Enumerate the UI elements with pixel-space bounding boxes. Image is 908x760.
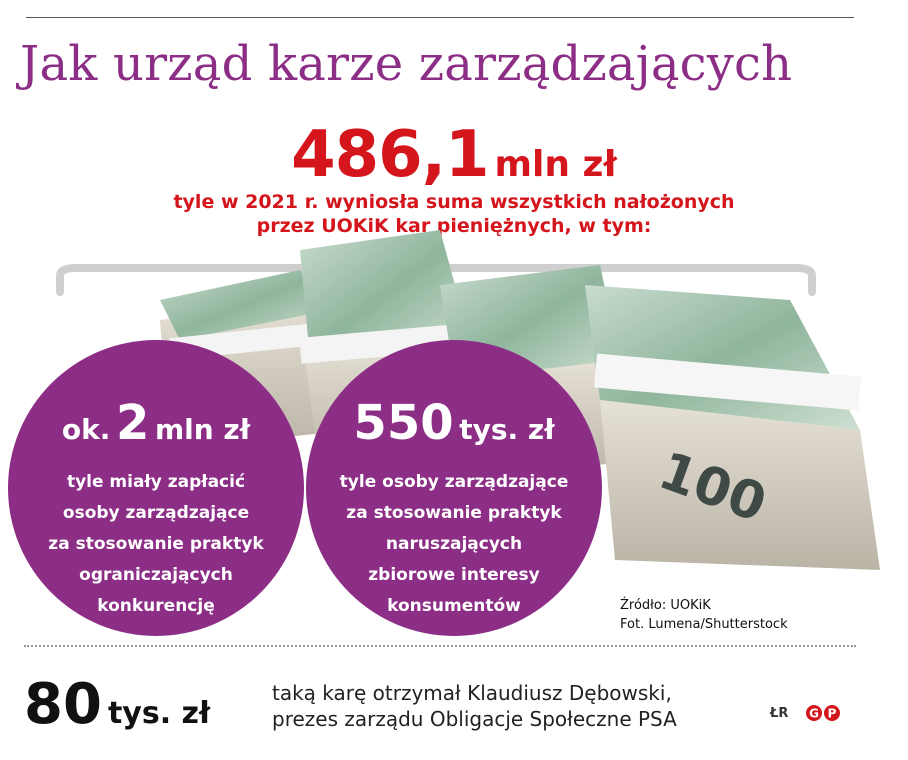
fine-value: 2 — [115, 395, 150, 451]
footer-description-line-2: prezes zarządu Obligacje Społeczne PSA — [272, 707, 677, 731]
fine-prefix: ok. — [61, 413, 111, 446]
credits — [620, 596, 788, 634]
footer-unit: tys. zł — [107, 696, 211, 731]
headline-description-line-1: tyle w 2021 r. wyniosła suma wszystkich nałożonych — [173, 191, 735, 213]
page-title: Jak urząd karze zarządzających — [20, 36, 793, 92]
fine-description-line: tyle osoby zarządzające — [339, 472, 569, 492]
fine-description — [306, 467, 602, 622]
fine-circle-consumers — [306, 340, 602, 636]
footer-value: 80 — [24, 672, 102, 737]
fine-amount — [306, 395, 602, 459]
fine-circle-competition — [8, 340, 304, 636]
fine-description-line: za stosowanie praktyk — [48, 534, 264, 554]
fine-description-line: ograniczających — [79, 565, 233, 585]
fine-description-line: tyle miały zapłacić — [66, 472, 246, 492]
author-signature: ŁR — [770, 706, 789, 721]
publisher-logo-icon — [805, 704, 857, 722]
headline-value: 486,1 — [291, 118, 489, 192]
fine-description-line: konsumentów — [387, 596, 521, 616]
headline-unit: mln zł — [494, 144, 617, 185]
fine-amount — [8, 395, 304, 459]
fine-description-line: za stosowanie praktyk — [346, 503, 562, 523]
fine-unit: tys. zł — [459, 413, 555, 446]
fine-description-line: naruszających — [385, 534, 523, 554]
footer-description — [272, 680, 677, 732]
fine-description-line: osoby zarządzające — [62, 503, 250, 523]
footer-description-line-1: taką karę otrzymał Klaudiusz Dębowski, — [272, 681, 672, 705]
fine-unit: mln zł — [154, 413, 251, 446]
footer-amount — [24, 672, 210, 737]
fine-value: 550 — [353, 395, 454, 451]
source-credit: Źródło: UOKiK — [620, 598, 711, 613]
fine-description-line: zbiorowe interesy — [368, 565, 540, 585]
fine-description — [8, 467, 304, 622]
banknote-denomination: 100 — [651, 440, 774, 535]
svg-text:G: G — [809, 706, 819, 721]
svg-text:P: P — [827, 706, 837, 721]
banknote-stack-4 — [585, 285, 880, 570]
headline-description-line-2: przez UOKiK kar pieniężnych, w tym: — [256, 215, 652, 237]
dotted-divider — [24, 645, 856, 647]
photo-credit: Fot. Lumena/Shutterstock — [620, 617, 788, 632]
fine-description-line: konkurencję — [97, 596, 215, 616]
